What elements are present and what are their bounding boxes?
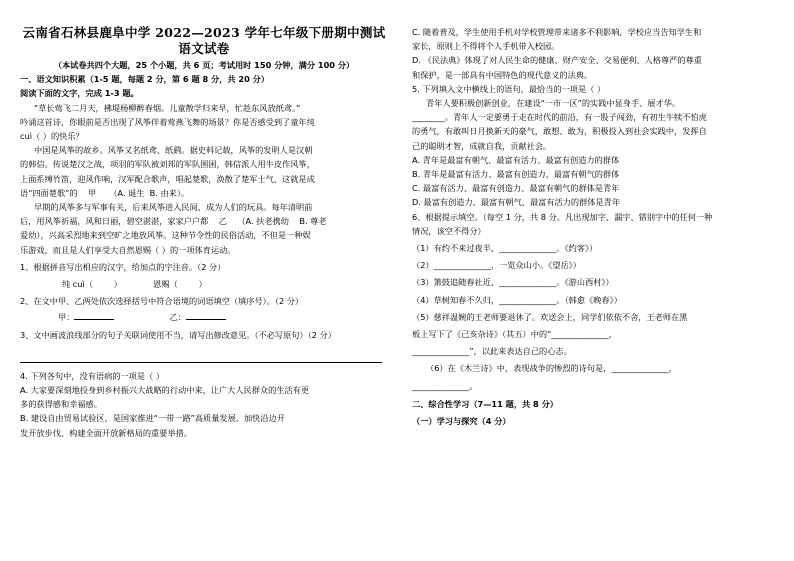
option-line: 多的获得感和幸福感。 xyxy=(20,399,102,410)
question-1: 1、根据拼音写出相应的汉字，给加点的字注音。（2 分） xyxy=(20,261,226,272)
exam-subtitle: 语文试卷 xyxy=(178,41,230,56)
question-3: 3、文中画波浪线部分的句子关联词使用不当，请写出修改意见。（不必写原句）（2 分） xyxy=(20,329,336,340)
passage-line: ________。青年人一定要勇于走在时代的前沿，有一股子闯劲，有初生牛犊不怕虎 xyxy=(412,112,707,123)
passage-line: “草长莺飞二月天，拂堤杨柳醉春烟。儿童散学归来早，忙趁东风放纸鸢。” xyxy=(34,102,301,113)
question-4: 4. 下列各句中，没有语病的一项是（ ） xyxy=(20,370,165,381)
question-2-blanks xyxy=(20,310,388,324)
section-2-subheading: （一）学习与探究（4 分） xyxy=(412,416,511,427)
fill-item: （1）有约不来过夜半，______________。《约客》） xyxy=(412,243,598,254)
option-line: 家长，原则上不得将个人手机带入校园。 xyxy=(412,41,560,52)
passage-line: 语“四面楚歌”的 甲 （A. 诞生 B. 由来）。 xyxy=(20,187,190,198)
right-column xyxy=(412,3,782,428)
exam-title: 云南省石林县鹿阜中学 2022—2023 学年七年级下册期中测试 xyxy=(22,25,386,40)
option-line: D. 《民法典》体现了对人民生命的健康、财产安全、交易便利、人格尊严的尊重 xyxy=(412,55,702,66)
passage-line-wavy: 乐游戏，而且是人们享受大自然恩赐（ ）的一项体育运动。 xyxy=(20,244,236,255)
fill-item: ______________。 xyxy=(412,380,478,391)
option-line: A. 大家要深刻地投身到乡村振兴大战略的行动中来，让广大人民群众的生活有更 xyxy=(20,385,310,396)
question-2: 2、在文中甲、乙两处依次选择括号中符合语境的词语填空（填序号）。（2 分） xyxy=(20,296,304,307)
passage-line: 后，用风筝祈福，风和日丽，碧空湛湛，家家户户都 乙 （A. 扶老携幼 B. 尊老 xyxy=(20,216,327,227)
passage-line: 己的聪明才智，成就自我，贡献社会。 xyxy=(412,140,552,151)
section-2-heading: 二、综合性学习（7—11 题，共 8 分） xyxy=(412,398,558,409)
fill-item: （5）慈祥温婉的王老师要退休了。欢送会上，同学们依依不舍，王老师在黑 xyxy=(412,311,688,322)
passage-line: 上面系缚竹笛，迎风作响，汉军配合歌声，唱起楚歌，涣散了楚军士气，这就是成 xyxy=(20,173,315,184)
passage-line: 青年人要积极创新创业，在建设“一市一区”的实践中显身手、展才华。 xyxy=(426,98,681,109)
passage-line: cuì（ ）的快乐？ xyxy=(20,131,84,142)
blank-yi-label: 乙： xyxy=(169,312,186,323)
passage-line: 的勇气，有敢叫日月换新天的豪气，敢想、敢为，积极投入到社会实践中，发挥自 xyxy=(412,126,707,137)
option-line: C. 最富有活力、最富有创造力、最富有朝气的群体是青年 xyxy=(412,183,620,194)
passage-line: 早期的风筝多与军事有关，后来风筝进入民间，成为人们的玩具。每年清明前 xyxy=(34,202,313,213)
fill-item: （2）______________，一览众山小。《望岳》） xyxy=(412,260,581,271)
question-5: 5. 下列填入文中横线上的语句，最恰当的一项是（ ） xyxy=(412,83,606,94)
fill-item: （4）草树知春不久归，______________。（韩愈《晚春》） xyxy=(412,294,622,305)
passage-line: 中国是风筝的故乡。风筝又名纸鸢、纸鹞。据史料记载，风筝的发明人是汉朝 xyxy=(34,145,313,156)
fill-item: 板上写下了《己亥杂诗》（其五）中的“______________， xyxy=(412,329,617,340)
passage-line-wavy: 爱幼），兴高采烈地来到空旷之地放风筝。这种节令性的民俗活动，不但是一种娱 xyxy=(20,230,311,241)
answer-line[interactable] xyxy=(20,350,382,363)
passage-line: 的韩信。传说楚汉之战，项羽的军队被刘邦的军队围困，韩信派人用牛皮作风筝， xyxy=(20,159,315,170)
option-line: A. 青年是最富有朝气、最富有活力、最富有创造力的群体 xyxy=(412,154,620,165)
blank-jia-label: 甲： xyxy=(58,312,75,323)
option-line: B. 青年是最富有活力、最富有创造力、最富有朝气的群体 xyxy=(412,169,620,180)
option-line: 发开放步伐、构建全面开放新格局的重要举措。 xyxy=(20,427,192,438)
passage-line: 吟诵这首诗，你眼前是否出现了风筝伴着莺燕飞舞的场景？你是否感受到了童年纯 xyxy=(20,116,315,127)
option-line: C. 随着普及，学生使用手机对学校管理带来诸多不利影响，学校应当告知学生和 xyxy=(412,27,702,37)
option-line: B. 建设自由贸易试验区，是国家推进“一带一路”高质量发展、加快沿边开 xyxy=(20,413,285,424)
option-line: 和保护，是一部具有中国特色的现代意义的法典。 xyxy=(412,69,593,80)
question-6: 情况，该空不得分） xyxy=(412,225,486,236)
fill-item: （6）在《木兰诗》中，表现战争的惨烈的诗句是，______________， xyxy=(426,363,677,374)
fill-item: （3）箫鼓追随春社近，______________。《游山西村》） xyxy=(412,277,614,288)
fill-item: ______________”，以此来表达自己的心志。 xyxy=(412,346,572,357)
exam-note: （本试卷共四个大题，25 个小题，共 6 页；考试用时 150 分钟，满分 100 分） xyxy=(53,60,355,70)
blank-jia[interactable] xyxy=(74,310,114,320)
option-line: D. 最富有创造力、最富有朝气、最富有活力的群体是青年 xyxy=(412,197,621,208)
reading-instruction: 阅读下面的文字，完成 1-3 题。 xyxy=(20,88,139,99)
question-6: 6、根据提示填空。（每空 1 分，共 8 分。凡出现加字、漏字、错别字中的任何一种 xyxy=(412,211,713,222)
blank-yi[interactable] xyxy=(186,310,226,320)
section-1-heading: 一、语文知识积累（1-5 题，每题 2 分，第 6 题 8 分，共 20 分） xyxy=(20,74,270,85)
left-column xyxy=(20,0,388,440)
question-1-blanks: 纯 cuì（ ） 恩赐（ ） xyxy=(62,279,207,290)
